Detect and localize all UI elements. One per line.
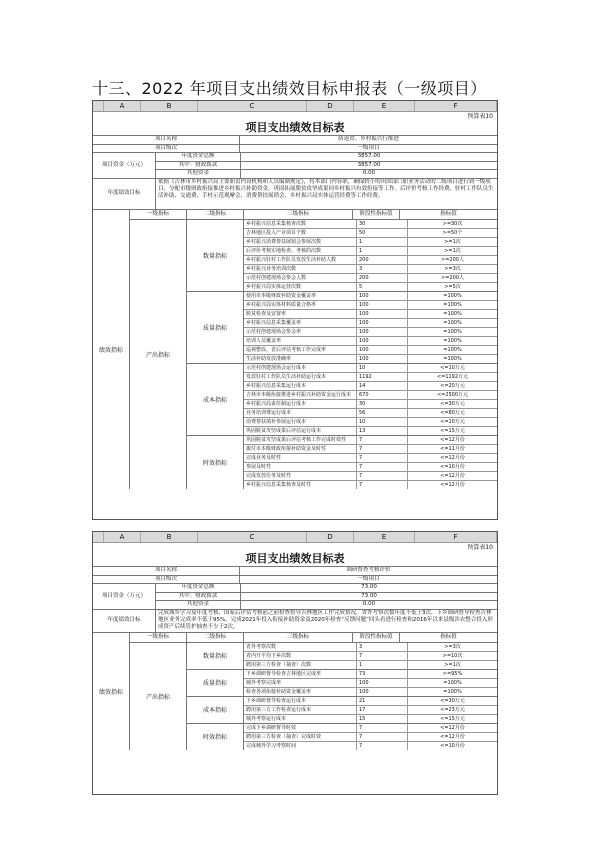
stage-value: 7 — [356, 445, 407, 453]
table-row — [244, 418, 497, 427]
column-b: B — [141, 532, 198, 542]
stage-value: 13 — [356, 427, 407, 435]
indicator-name: 使用市本级财政补助资金覆盖率 — [246, 292, 317, 299]
stage-value: 100 — [356, 337, 407, 345]
table-row — [244, 697, 497, 706]
stage-value: 200 — [356, 256, 407, 264]
table-row — [244, 454, 497, 463]
stage-value: 3 — [356, 643, 407, 651]
goal-row — [93, 178, 497, 209]
stage-value: 1 — [356, 661, 407, 669]
indicator-name: 乡村振兴驻村工作队员发放生活补助人数 — [246, 256, 337, 263]
other-label: 其他资金 — [186, 601, 209, 607]
table-row — [244, 445, 497, 454]
annual-value: 73.00 — [240, 584, 497, 592]
indicator-name: 发放驻村工作队员生活补助运行成本 — [246, 373, 327, 380]
column-d: D — [307, 101, 354, 111]
stage-value: 30 — [356, 400, 407, 408]
hdr-stage: 阶段性指标值 — [352, 633, 399, 642]
stage-value: 100 — [356, 310, 407, 318]
table-row — [244, 265, 497, 274]
column-f: F — [415, 101, 497, 111]
indicator-name: 巩固脱贫攻坚成果后评估运行成本 — [246, 427, 322, 434]
group-name: 质量指标 — [187, 292, 244, 363]
target-value: =100% — [407, 688, 497, 696]
level-label: 项目级次 — [154, 575, 177, 582]
hdr-target: 指标值 — [399, 210, 497, 219]
stage-value: 73 — [356, 670, 407, 678]
project-name-row — [93, 135, 497, 144]
indicator-name: 后评价考核实地检查、考核的次数 — [246, 247, 322, 254]
target-value: <=12月份 — [407, 436, 497, 444]
target-value: =100% — [407, 292, 497, 300]
table-row — [244, 301, 497, 310]
table-row — [244, 310, 497, 319]
indicator-name: 检查各项衔接补助资金覆盖率 — [246, 688, 312, 695]
metrics-body — [187, 633, 497, 750]
target-value: <=10月份 — [407, 463, 497, 471]
table-row — [244, 652, 497, 661]
level-row — [93, 144, 497, 153]
table-row — [244, 247, 497, 256]
stage-value: 17 — [356, 706, 407, 714]
level1-column — [130, 210, 187, 489]
output-label: 产出指标 — [145, 693, 170, 701]
column-c: C — [198, 532, 307, 542]
fund-block — [93, 583, 497, 609]
indicator-name: 示范村创建现场会参会人数 — [246, 274, 307, 281]
column-d: D — [307, 532, 354, 542]
target-value: <=2500万元 — [407, 391, 497, 399]
target-value: <=30万元 — [407, 400, 497, 408]
indicator-name: 乡村振兴信息采集运行成本 — [246, 382, 307, 389]
target-value: <=12月份 — [407, 724, 497, 732]
table-row — [244, 715, 497, 723]
target-value: >=10次 — [407, 652, 497, 660]
perf-label: 绩效指标 — [93, 210, 130, 489]
target-value: >=200人 — [407, 256, 497, 264]
indicator-name: 乡村振兴消费帮扶展销会参展次数 — [246, 238, 322, 245]
table-row — [244, 274, 497, 283]
stage-value: 10 — [356, 418, 407, 426]
table-row — [244, 400, 497, 409]
target-value: <=15万元 — [407, 427, 497, 435]
column-a: A — [104, 101, 141, 111]
other-value: 0.00 — [240, 601, 497, 609]
annual-label: 年度资金总额 — [181, 584, 215, 590]
target-value: <=30万元 — [407, 697, 497, 705]
page-heading: 十三、2022 年项目支出绩效目标申报表（一级项目） — [92, 79, 487, 98]
table-row — [244, 481, 497, 489]
form-tag: 预算表10 — [467, 113, 493, 120]
other-value: 0.00 — [240, 170, 497, 178]
table-row — [244, 670, 497, 679]
target-value: <=10万元 — [407, 418, 497, 426]
stage-value: 7 — [356, 724, 407, 732]
level-value: 一级项目 — [239, 145, 497, 153]
indicator-group — [187, 697, 497, 724]
table-row — [244, 355, 497, 363]
table-row — [244, 742, 497, 750]
group-name: 时效指标 — [187, 436, 244, 489]
sheet-title: 项目支出绩效目标表 — [245, 552, 345, 565]
stage-value: 100 — [356, 328, 407, 336]
level1-column — [130, 633, 187, 750]
fiscal-value: 3857.00 — [240, 162, 497, 170]
target-value: <=10月份 — [407, 742, 497, 750]
indicator-name: 城外考察运行成本 — [246, 715, 287, 722]
column-c: C — [198, 101, 307, 111]
hdr-level3: 三级指标 — [243, 210, 352, 219]
stage-value: 56 — [356, 409, 407, 417]
column-e: E — [354, 532, 415, 542]
stage-value: 1 — [356, 238, 407, 246]
stage-value: 7 — [356, 463, 407, 471]
target-value: >=3次 — [407, 643, 497, 651]
project-name-row — [93, 566, 497, 575]
indicator-name: 乡村振兴信息采集核查及时性 — [246, 481, 312, 488]
fund-label: 项目资金（万元） — [101, 161, 146, 168]
table-row — [244, 238, 497, 247]
target-value: =100% — [407, 328, 497, 336]
indicator-name: 城外考察完成率 — [246, 679, 282, 686]
target-value: <=11月份 — [407, 445, 497, 453]
stage-value: 1192 — [356, 373, 407, 381]
indicator-name: 吉林市本级衔接推进乡村振兴补助资金运行成本 — [246, 391, 352, 398]
indicator-name: 省外考察次数 — [246, 643, 277, 650]
target-value: =100% — [407, 301, 497, 309]
indicator-name: 生活补助发放准确率 — [246, 355, 292, 362]
group-name: 数量指标 — [187, 220, 244, 291]
group-name: 成本指标 — [187, 697, 244, 723]
table-row — [244, 724, 497, 733]
target-value: <=10万元 — [407, 364, 497, 372]
stage-value: 10 — [356, 364, 407, 372]
indicator-name: 聘用第三方检查（抽查）次数 — [246, 661, 312, 668]
indicator-name: 巡视整改、省后评估考核工作完成率 — [246, 346, 327, 353]
column-e: E — [354, 101, 415, 111]
indicator-name: 乡村振兴信息采集核查次数 — [246, 220, 307, 227]
stage-value: 200 — [356, 274, 407, 282]
output-label: 产出指标 — [145, 351, 170, 359]
table-row — [244, 229, 497, 238]
table-row — [244, 382, 497, 391]
table-row — [244, 688, 497, 696]
table-row — [244, 364, 497, 373]
table-row — [244, 643, 497, 652]
target-value: <=12月份 — [407, 454, 497, 462]
project-name: 防返贫、乡村振兴行推进 — [239, 136, 497, 144]
stage-value: 7 — [356, 652, 407, 660]
target-value: <=23万元 — [407, 706, 497, 714]
target-value: <=80万元 — [407, 409, 497, 417]
table-row — [244, 427, 497, 435]
table-row — [244, 373, 497, 382]
stage-value: 21 — [356, 697, 407, 705]
indicator-groups — [187, 220, 497, 489]
budget-sheet-2 — [92, 531, 498, 795]
stage-value: 7 — [356, 742, 407, 750]
stage-value: 100 — [356, 319, 407, 327]
target-value: >=3次 — [407, 265, 497, 273]
stage-value: 100 — [356, 292, 407, 300]
goal-text: 完成城乡学习及年度考核、国家后评估考核前之前检查督导吉林地区工作完成情况，省外考察次数年度不低于3次，下乡调研督导检查吉林地区业务完成率不低于95%。完成2021年投入衔接补助资金及2020年检查“反馈问题”回头看进行检查和2016年以来县级涉农整合投入形成资产后续管护抽查不少于2次。 — [155, 610, 497, 632]
target-value: >=5次 — [407, 283, 497, 291]
target-value: <=12月份 — [407, 472, 497, 480]
indicator-name: 业务培训费运行成本 — [246, 409, 292, 416]
indicator-group — [187, 364, 497, 436]
indicator-group — [187, 220, 497, 292]
indicator-name: 下乡调研督导检查吉林地区完成率 — [246, 670, 322, 677]
target-value: =100% — [407, 346, 497, 354]
fund-label: 项目资金（万元） — [101, 592, 146, 599]
project-name: 调研督查考核评价 — [239, 567, 497, 575]
target-value: >=1次 — [407, 661, 497, 669]
stage-value: 7 — [356, 733, 407, 741]
stage-value: 5 — [356, 283, 407, 291]
target-value: =100% — [407, 319, 497, 327]
goal-label: 年度绩效目标 — [107, 616, 141, 623]
stage-value: 670 — [356, 391, 407, 399]
table-row — [244, 391, 497, 400]
column-b: B — [141, 101, 198, 111]
indicator-name: 吉林地区投入产业项目个数 — [246, 229, 307, 236]
target-value: <=20万元 — [407, 382, 497, 390]
indicator-groups — [187, 643, 497, 750]
project-name-label: 项目名称 — [154, 136, 177, 142]
table-row — [244, 733, 497, 742]
annual-label: 年度资金总额 — [181, 153, 215, 159]
indicator-name: 乡村振兴业务培训次数 — [246, 265, 297, 272]
target-value: =100% — [407, 679, 497, 687]
stage-value: 15 — [356, 715, 407, 723]
target-value: >=1次 — [407, 247, 497, 255]
column-header-bar — [93, 532, 497, 543]
hdr-level3: 三级指标 — [243, 633, 352, 642]
level-row — [93, 575, 497, 584]
table-row — [244, 661, 497, 669]
indicator-name: 拨付市本级财政衔接补助资金及时性 — [246, 445, 327, 452]
metrics-body — [187, 210, 497, 489]
target-value: >=95% — [407, 670, 497, 678]
indicator-name: 完成下乡调研督导时效 — [246, 724, 297, 731]
table-row — [244, 319, 497, 328]
perf-label: 绩效指标 — [93, 633, 130, 750]
group-name: 成本指标 — [187, 364, 244, 435]
target-value: >=50个 — [407, 229, 497, 237]
target-value: >=1次 — [407, 238, 497, 246]
indicator-name: 完成城外学习考察时间 — [246, 742, 297, 749]
stage-value: 100 — [356, 355, 407, 363]
fiscal-label: 其中：财政拨款 — [178, 592, 218, 599]
stage-value: 7 — [356, 454, 407, 462]
target-value: =100% — [407, 310, 497, 318]
stage-value: 30 — [356, 220, 407, 228]
table-row — [244, 472, 497, 481]
stage-value: 14 — [356, 382, 407, 390]
goal-row — [93, 609, 497, 632]
indicator-name: 聘用第三方工作检查运行成本 — [246, 706, 312, 713]
table-row — [244, 679, 497, 688]
target-value: =100% — [407, 337, 497, 345]
hdr-level1: 一级指标 — [130, 633, 186, 643]
group-name: 质量指标 — [187, 670, 244, 696]
indicator-name: 乡村振兴局实体材料质量合格率 — [246, 301, 317, 308]
indicator-name: 下乡调研督导检查运行成本 — [246, 697, 307, 704]
stage-value: 7 — [356, 436, 407, 444]
indicator-name: 示范村创建现场会运行成本 — [246, 364, 307, 371]
table-row — [244, 292, 497, 301]
indicator-group — [187, 670, 497, 697]
stage-value: 7 — [356, 481, 407, 489]
indicator-group — [187, 643, 497, 670]
indicator-name: 乡村振兴局责任制运行成本 — [246, 400, 307, 407]
table-row — [244, 409, 497, 418]
indicator-name: 示范村创建现场会参会率 — [246, 328, 302, 335]
column-a: A — [104, 532, 141, 542]
table-row — [244, 337, 497, 346]
indicator-name: 脱贫检查及安置率 — [246, 310, 287, 317]
indicator-name: 参展及时性 — [246, 463, 272, 470]
other-label: 其他资金 — [186, 170, 209, 176]
budget-sheet-1 — [92, 100, 498, 520]
metrics-header — [187, 210, 497, 220]
table-row — [244, 220, 497, 229]
target-value: =100% — [407, 355, 497, 363]
table-row — [244, 328, 497, 337]
fund-block — [93, 152, 497, 178]
table-row — [244, 283, 497, 291]
indicator-name: 聘用第三方检查（抽查）完成时效 — [246, 733, 322, 740]
hdr-stage: 阶段性指标值 — [352, 210, 399, 219]
hdr-level2: 二级指标 — [203, 633, 226, 640]
indicator-group — [187, 436, 497, 489]
level-label: 项目级次 — [154, 144, 177, 151]
stage-value: 7 — [356, 472, 407, 480]
target-value: >=200人 — [407, 274, 497, 282]
target-value: <=12月份 — [407, 733, 497, 741]
target-value: <=12月份 — [407, 481, 497, 489]
level-value: 一级项目 — [239, 576, 497, 584]
table-row — [244, 346, 497, 355]
indicator-name: 完成发放任务及时性 — [246, 472, 292, 479]
goal-text: 依据《吉林市乡村振兴局主要职责内设机构和人员编制规定》，将本部门内容职，确保较小的巩固部门职业务活动的二级项目进行到一级项目，分配市级财政衔接推进乡村振兴补助资金，巩固拓展脱贫攻坚成果同乡村振兴有效衔接等工作。后评价考核工作经费、驻村工作队员生活补助、交通费、手村示范观摩会、消费帮扶展销会、乡村振兴局实体运营经费等工作经费。 — [155, 179, 497, 209]
stage-value: 100 — [356, 688, 407, 696]
indicator-group — [187, 724, 497, 750]
indicator-name: 乡村振兴信息采集覆盖率 — [246, 319, 302, 326]
stage-value: 100 — [356, 346, 407, 354]
stage-value: 100 — [356, 301, 407, 309]
hdr-level1: 一级指标 — [130, 210, 186, 220]
indicator-name: 省内开平均下乡次数 — [246, 652, 292, 659]
group-name: 时效指标 — [187, 724, 244, 750]
target-value: <=15万元 — [407, 715, 497, 723]
stage-value: 1 — [356, 247, 407, 255]
indicator-name: 乡村振兴局实体运营次数 — [246, 283, 302, 290]
group-name: 数量指标 — [187, 643, 244, 669]
fiscal-label: 其中：财政拨款 — [178, 161, 218, 168]
target-value: <=1192万元 — [407, 373, 497, 381]
indicator-name: 完成业务及时性 — [246, 454, 282, 461]
indicator-name: 巩固脱贫攻坚成果后评估考核工作完成时效性 — [246, 436, 347, 443]
form-tag: 预算表10 — [467, 544, 493, 551]
fiscal-value: 73.00 — [240, 593, 497, 601]
indicator-group — [187, 292, 497, 364]
target-value: >=30次 — [407, 220, 497, 228]
table-row — [244, 256, 497, 265]
metrics-header — [187, 633, 497, 643]
table-row — [244, 436, 497, 445]
table-row — [244, 463, 497, 472]
stage-value: 50 — [356, 229, 407, 237]
table-row — [244, 706, 497, 715]
indicator-name: 消费帮扶填补参展运行成本 — [246, 418, 307, 425]
project-name-label: 项目名称 — [154, 567, 177, 573]
sheet-title: 项目支出绩效目标表 — [245, 121, 345, 134]
stage-value: 3 — [356, 265, 407, 273]
metrics-table — [93, 209, 497, 489]
indicator-name: 培训人员覆盖率 — [246, 337, 282, 344]
goal-label: 年度绩效目标 — [107, 189, 141, 196]
stage-value: 100 — [356, 679, 407, 687]
annual-value: 3857.00 — [240, 153, 497, 161]
hdr-level2: 二级指标 — [203, 210, 226, 217]
hdr-target: 指标值 — [399, 633, 497, 642]
column-f: F — [415, 532, 497, 542]
metrics-table — [93, 632, 497, 750]
column-header-bar — [93, 101, 497, 112]
